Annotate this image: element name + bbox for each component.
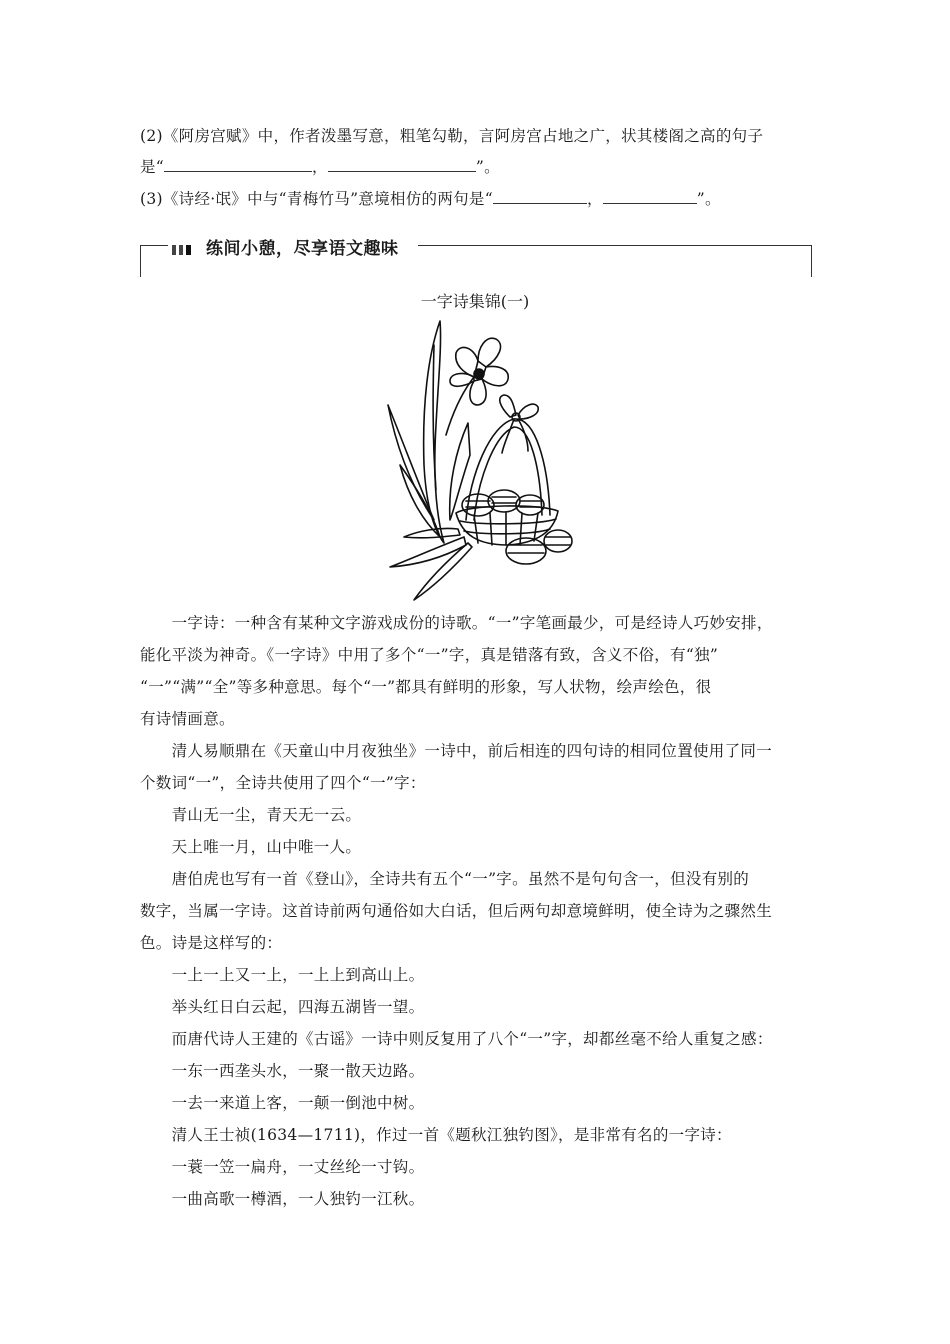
divider (811, 245, 812, 277)
question-3-line (140, 189, 721, 209)
question-2-prefix: 是“ (140, 158, 165, 176)
poem-line: 一蓑一笠一扁舟，一丈丝纶一寸钩。 (140, 1158, 425, 1176)
article-title: 一字诗集锦(一) (420, 292, 530, 311)
body-line: 个数词“一”，全诗共使用了四个“一”字： (140, 774, 426, 792)
question-3-separator: ， (586, 190, 603, 208)
poem-line: 天上唯一月，山中唯一人。 (140, 838, 362, 856)
body-line: 一字诗：一种含有某种文字游戏成份的诗歌。“一”字笔画最少，可是经诗人巧妙安排， (140, 614, 773, 632)
body-line: 唐伯虎也写有一首《登山》，全诗共有五个“一”字。虽然不是句句含一，但没有别的 (140, 870, 750, 888)
poem-line: 举头红日白云起，四海五湖皆一望。 (140, 998, 425, 1016)
flower-basket-illustration (378, 315, 578, 605)
answer-blank[interactable] (328, 157, 476, 172)
body-line: 而唐代诗人王建的《古谣》一诗中则反复用了八个“一”字，却都丝毫不给人重复之感： (140, 1030, 773, 1048)
body-line: 清人易顺鼎在《天童山中月夜独坐》一诗中，前后相连的四句诗的相同位置使用了同一 (140, 742, 773, 760)
answer-blank[interactable] (164, 157, 312, 172)
question-2-line-2 (140, 157, 500, 177)
body-line: 能化平淡为神奇。《一字诗》中用了多个“一”字，真是错落有致，含义不俗，有“独” (140, 646, 719, 664)
divider (140, 245, 141, 277)
question-2-separator: ， (312, 158, 328, 176)
poem-line: 一曲高歌一樽酒，一人独钓一江秋。 (140, 1190, 425, 1208)
body-line: 色。诗是这样写的： (140, 934, 283, 952)
poem-line: 一东一西垄头水，一聚一散天边路。 (140, 1062, 425, 1080)
question-2-line-1: (2)《阿房宫赋》中，作者泼墨写意，粗笔勾勒，言阿房宫占地之广，状其楼阁之高的句子 (140, 127, 764, 145)
poem-line: 一去一来道上客，一颠一倒池中树。 (140, 1094, 425, 1112)
question-3-suffix: ”。 (696, 190, 721, 208)
answer-blank[interactable] (493, 189, 587, 204)
question-3-prefix: (3)《诗经·氓》中与“青梅竹马”意境相仿的两句是“ (140, 190, 493, 208)
poem-line: 一上一上又一上，一上上到高山上。 (140, 966, 425, 984)
question-2-suffix: ”。 (475, 158, 500, 176)
section-header (140, 233, 812, 277)
body-line: 清人王士祯(1634—1711)，作过一首《题秋江独钓图》，是非常有名的一字诗： (140, 1126, 732, 1144)
body-line: “一”“满”“全”等多种意思。每个“一”都具有鲜明的形象，写人状物，绘声绘色，很 (140, 678, 712, 696)
body-line: 数字，当属一字诗。这首诗前两句通俗如大白话，但后两句却意境鲜明，使全诗为之骤然生 (140, 902, 773, 920)
divider (418, 245, 812, 246)
answer-blank[interactable] (603, 189, 697, 204)
section-heading: 练间小憩，尽享语文趣味 (206, 239, 399, 259)
poem-line: 青山无一尘，青天无一云。 (140, 806, 362, 824)
body-line: 有诗情画意。 (140, 710, 235, 728)
divider (140, 245, 168, 246)
bars-icon (172, 240, 194, 259)
